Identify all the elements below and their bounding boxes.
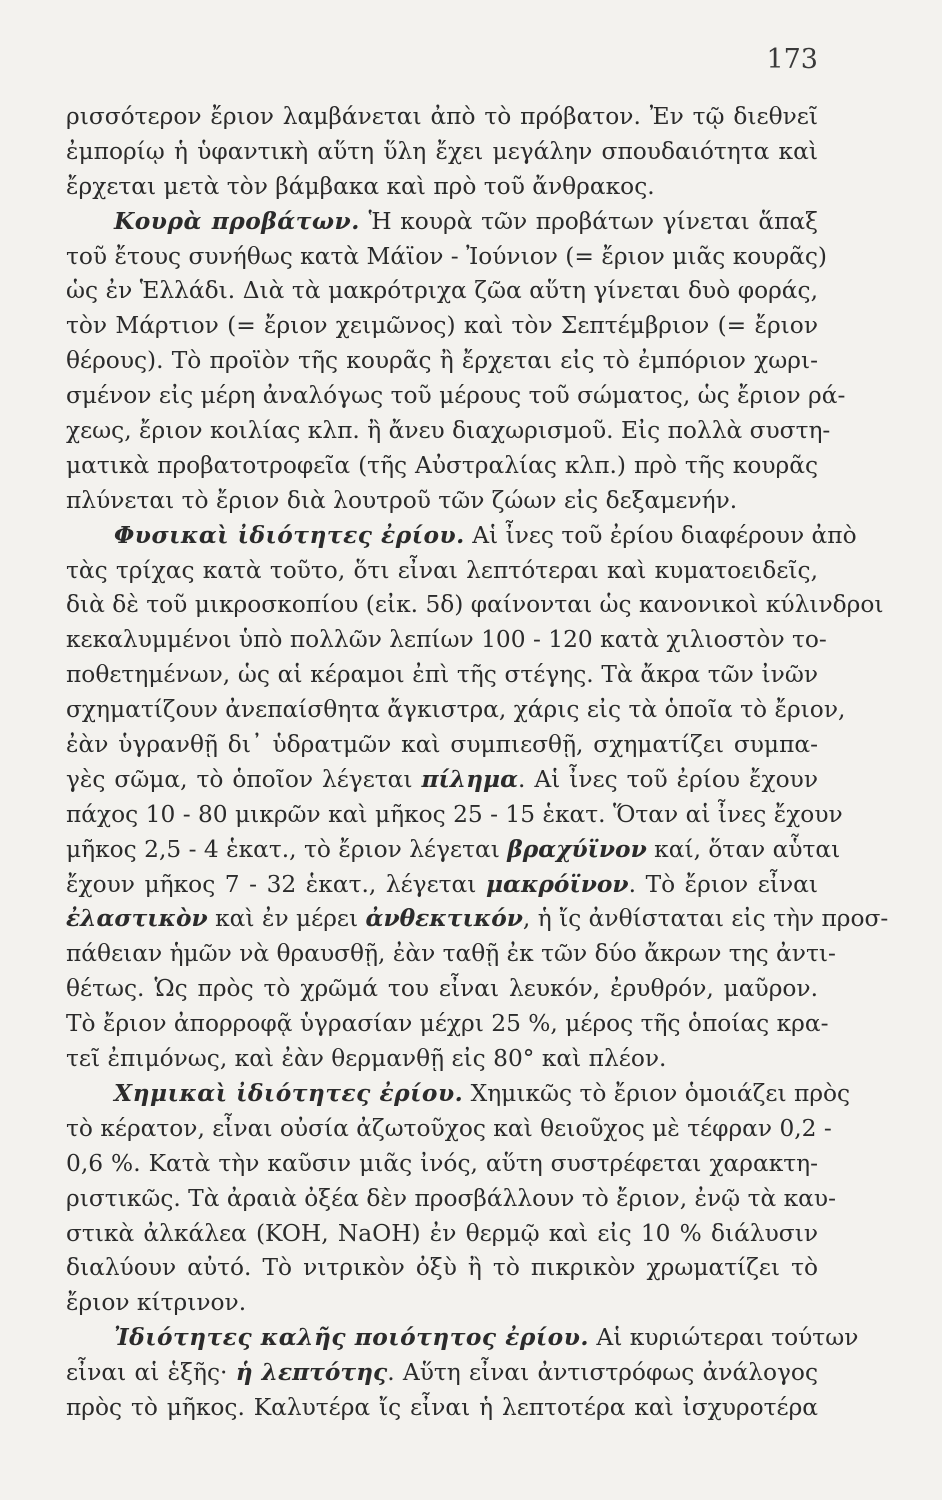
line-text: τεῖ ἐπιμόνως, καὶ ἐὰν θερμανθῇ εἰς 80° καὶ πλέον. [66, 1045, 667, 1073]
text-line [66, 100, 818, 135]
line-text: ἔρχεται μετὰ τὸν βάμβακα καὶ πρὸ τοῦ ἄνθρακος. [66, 172, 655, 200]
emphasized-term: βραχύϊνον [507, 835, 647, 863]
text-line [66, 484, 818, 519]
line-text: ἔχουν μῆκος 7 - 32 ἑκατ., λέγεται [66, 870, 486, 898]
text-line [66, 1112, 832, 1147]
line-text: χεως, ἔριον κοιλίας κλπ. ἢ ἄνευ διαχωρισμοῦ. Εἰς πολλὰ συστη- [66, 417, 831, 445]
line-text: τὸ κέρατον, εἶναι οὐσία ἀζωτοῦχος καὶ θειοῦχος μὲ τέφραν 0,2 - [66, 1114, 832, 1142]
text-line [66, 728, 818, 763]
text-line [66, 798, 843, 833]
text-line [66, 902, 889, 937]
page-number: 173 [766, 44, 818, 75]
line-text: ρισσότερον ἔριον λαμβάνεται ἀπὸ τὸ πρόβατον. Ἐν τῷ διεθνεῖ [66, 103, 818, 130]
line-text: ριστικῶς. Τὰ ἀραιὰ ὀξέα δὲν προσβάλλουν τὸ ἔριον, ἐνῷ τὰ καυ- [66, 1184, 836, 1212]
emphasized-term: πίλημα [421, 765, 519, 793]
text-line [66, 379, 846, 414]
text-line [66, 623, 827, 658]
line-text: θέτως. Ὡς πρὸς τὸ χρῶμά του εἶναι λευκόν, ἐρυθρόν, μαῦρον. [66, 975, 818, 1003]
text-line [66, 240, 828, 275]
line-text: ἐὰν ὑγρανθῇ δι᾽ ὑδρατμῶν καὶ συμπιεσθῇ, σχηματίζει συμπα- [66, 731, 818, 759]
line-text: εἶναι αἱ ἑξῆς· [66, 1359, 236, 1387]
text-line [66, 833, 841, 868]
line-text: μῆκος 2,5 - 4 ἑκατ., τὸ ἔριον λέγεται [66, 835, 508, 863]
text-line [66, 658, 818, 693]
section-heading: Κουρὰ προβάτων. [114, 207, 360, 235]
line-text: γὲς σῶμα, τὸ ὁποῖον λέγεται [66, 765, 422, 793]
text-line [66, 1391, 818, 1426]
text-line [66, 274, 818, 309]
text-line [66, 763, 818, 798]
text-line [66, 868, 818, 903]
line-text: πάχος 10 - 80 μικρῶν καὶ μῆκος 25 - 15 ἑκατ. Ὅταν αἱ ἶνες ἔχουν [66, 800, 843, 828]
line-text: σχηματίζουν ἀνεπαίσθητα ἄγκιστρα, χάρις εἰς τὰ ὁποῖα τὸ ἔριον, [66, 696, 846, 724]
text-line [66, 135, 818, 170]
text-line [66, 449, 818, 484]
section-heading: Ἰδιότητες καλῆς ποιότητος ἐρίου. [114, 1324, 589, 1352]
line-text: καὶ ἐν μέρει [207, 905, 366, 933]
line-text: . Αὕτη εἶναι ἀντιστρόφως ἀνάλογος [387, 1359, 819, 1387]
emphasized-term: ἡ λεπτότης [235, 1359, 388, 1387]
line-text: τοῦ ἔτους συνήθως κατὰ Μάϊον - Ἰούνιον (= ἔριον μιᾶς κουρᾶς) [66, 242, 828, 270]
line-text: διὰ δὲ τοῦ μικροσκοπίου (εἰκ. 5δ) φαίνονται ὡς κανονικοὶ κύλινδροι [66, 591, 884, 619]
section-heading-line [66, 205, 818, 240]
line-text: ἔριον κίτρινον. [66, 1289, 247, 1317]
text-line [66, 309, 818, 344]
line-text: πλύνεται τὸ ἔριον διὰ λουτροῦ τῶν ζώων εἰς δεξαμενήν. [66, 486, 738, 514]
line-text: θέρους). Τὸ προϊὸν τῆς κουρᾶς ἢ ἔρχεται εἰς τὸ ἐμπόριον χωρι- [66, 347, 818, 375]
emphasized-term: ἐλαστικὸν [66, 905, 208, 933]
text-line [66, 1042, 818, 1077]
line-text: ποθετημένων, ὡς αἱ κέραμοι ἐπὶ τῆς στέγης. Τὰ ἄκρα τῶν ἰνῶν [66, 661, 818, 689]
line-text: Χημικῶς τὸ ἔριον ὁμοιάζει πρὸς [463, 1079, 851, 1107]
line-text: . Αἱ ἶνες τοῦ ἐρίου ἔχουν [518, 765, 818, 793]
text-line [66, 414, 831, 449]
text-line [66, 1007, 829, 1042]
text-line [66, 1217, 818, 1252]
line-text: στικὰ ἀλκάλεα (KOH, NaOH) ἐν θερμῷ καὶ εἰς 10 % διάλυσιν [66, 1219, 818, 1247]
line-text: ἐμπορίῳ ἡ ὑφαντικὴ αὕτη ὕλη ἔχει μεγάλην σπουδαιότητα καὶ [66, 137, 818, 165]
emphasized-term: ἀνθεκτικόν [365, 905, 523, 933]
text-line [66, 1147, 818, 1182]
line-text: Τὸ ἔριον ἀπορροφᾷ ὑγρασίαν μέχρι 25 %, μέρος τῆς ὁποίας κρα- [66, 1010, 829, 1038]
line-text: διαλύουν αὐτό. Τὸ νιτρικὸν ὀξὺ ἢ τὸ πικρικὸν χρωματίζει τὸ [66, 1254, 818, 1282]
line-text: Αἱ κυριώτεραι τούτων [588, 1324, 859, 1352]
text-line [66, 344, 818, 379]
section-heading: Φυσικαὶ ἰδιότητες ἐρίου. [114, 521, 465, 549]
line-text: . Τὸ ἔριον εἶναι [628, 870, 818, 898]
text-line [66, 1182, 836, 1217]
section-heading-line [66, 1321, 859, 1356]
section-heading: Χημικαὶ ἰδιότητες ἐρίου. [114, 1079, 464, 1107]
text-line [66, 170, 818, 205]
emphasized-term: μακρόϊνον [485, 870, 629, 898]
text-line [66, 588, 884, 623]
text-line [66, 937, 836, 972]
line-text: πρὸς τὸ μῆκος. Καλυτέρα ἴς εἶναι ἡ λεπτοτέρα καὶ ἰσχυροτέρα [66, 1393, 818, 1421]
line-text: Ἡ κουρὰ τῶν προβάτων γίνεται ἅπαξ [359, 207, 818, 235]
line-text: κεκαλυμμένοι ὑπὸ πολλῶν λεπίων 100 - 120 κατὰ χιλιοστὸν το- [66, 626, 827, 654]
text-line [66, 1356, 818, 1391]
line-text: τὸν Μάρτιον (= ἔριον χειμῶνος) καὶ τὸν Σεπτέμβριον (= ἔριον [66, 312, 818, 340]
line-text: σμένον εἰς μέρη ἀναλόγως τοῦ μέρους τοῦ σώματος, ὡς ἔριον ρά- [66, 382, 846, 410]
line-text: καί, ὅταν αὗται [646, 835, 841, 863]
body-text [66, 100, 889, 1426]
text-line [66, 972, 818, 1007]
section-heading-line [66, 1077, 851, 1112]
line-text: , ἡ ἴς ἀνθίσταται εἰς τὴν προσ- [522, 905, 889, 933]
text-line [66, 693, 846, 728]
line-text: 0,6 %. Κατὰ τὴν καῦσιν μιᾶς ἰνός, αὕτη συστρέφεται χαρακτη- [66, 1149, 818, 1177]
section-heading-line [66, 519, 857, 554]
line-text: Αἱ ἶνες τοῦ ἐρίου διαφέρουν ἀπὸ [464, 521, 857, 549]
line-text: πάθειαν ἡμῶν νὰ θραυσθῇ, ἐὰν ταθῇ ἐκ τῶν δύο ἄκρων της ἀντι- [66, 940, 836, 968]
text-line [66, 1251, 818, 1286]
text-line [66, 554, 818, 589]
line-text: ὡς ἐν Ἑλλάδι. Διὰ τὰ μακρότριχα ζῶα αὕτη γίνεται δυὸ φοράς, [66, 277, 818, 305]
line-text: τὰς τρίχας κατὰ τοῦτο, ὅτι εἶναι λεπτότεραι καὶ κυματοειδεῖς, [66, 556, 818, 584]
text-line [66, 1286, 818, 1321]
line-text: ματικὰ προβατοτροφεῖα (τῆς Αὐστραλίας κλπ.) πρὸ τῆς κουρᾶς [66, 451, 818, 479]
